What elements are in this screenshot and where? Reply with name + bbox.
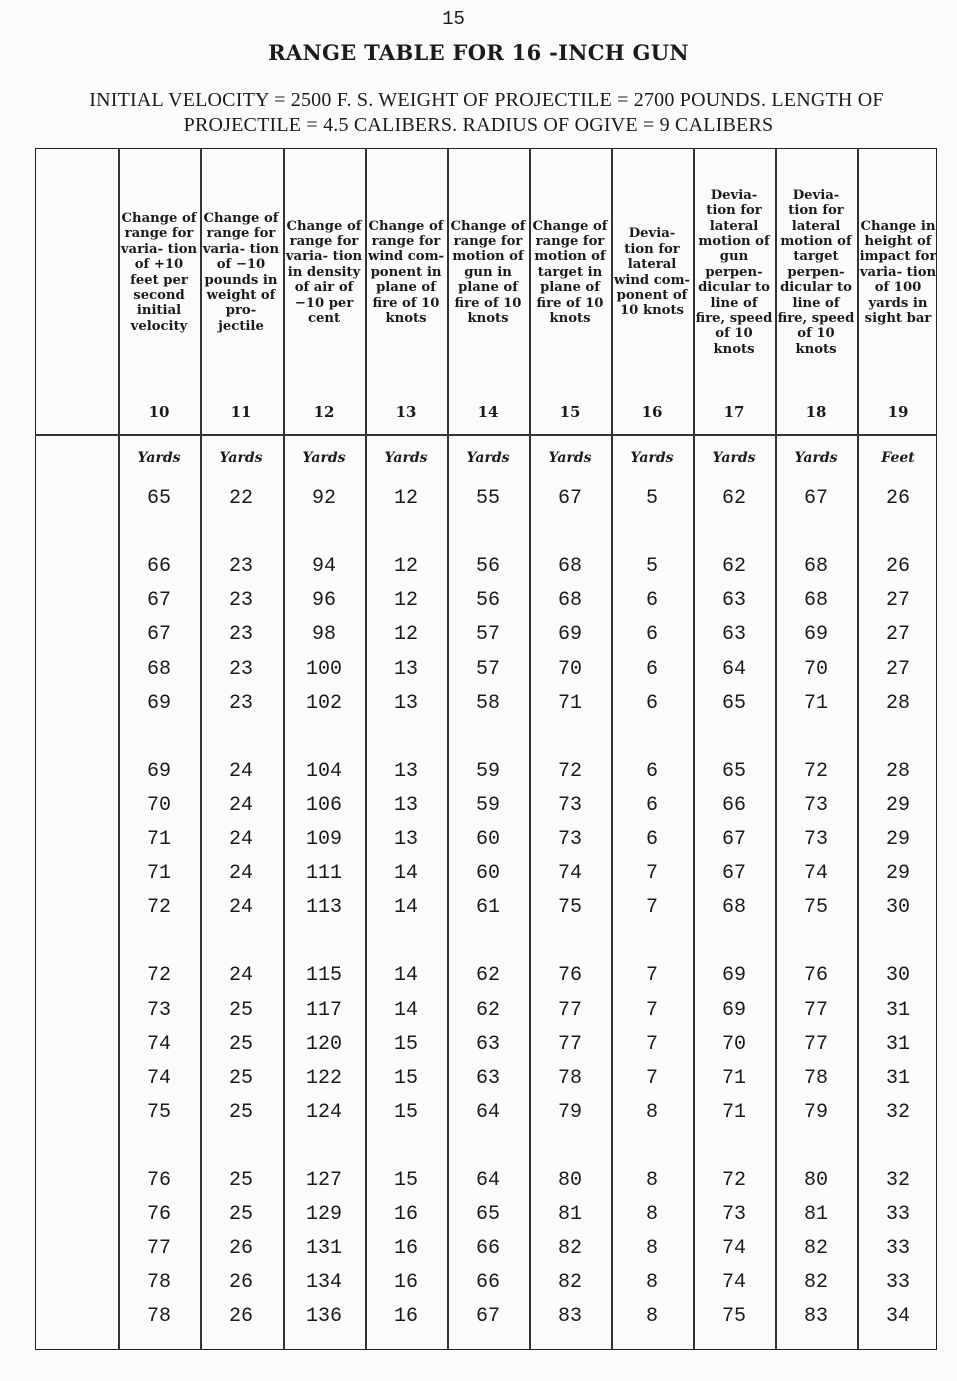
table-cell: 5 [645,555,658,579]
table-cell: 120 [305,1032,342,1056]
column-header [447,150,529,395]
table-cell: 22 [228,487,253,510]
table-cell: 67 [557,487,582,510]
table-cell: 25 [228,1169,253,1192]
table-cell: 63 [721,589,746,613]
table-cell: 74 [721,1271,746,1295]
column-unit: Yards [548,450,592,466]
table-cell: 33 [885,1237,910,1261]
table-cell: 77 [146,1237,171,1261]
table-cell: 65 [475,1203,500,1227]
table-cell: 24 [228,793,253,817]
table-cell: 62 [721,487,746,510]
table-cell: 25 [228,1100,253,1124]
table-cell: 15 [393,1169,418,1192]
table-cell: 74 [721,1237,746,1261]
table-cell: 71 [721,1066,746,1090]
table-cell: 8 [645,1305,658,1329]
table-cell: 100 [305,657,342,681]
table-cell: 67 [803,487,828,510]
table-cell: 6 [645,793,658,817]
table-cell: 13 [393,691,418,715]
column-header-text: Change in height of impact for varia- tion of 100 yards in sight bar [859,218,937,327]
table-cell: 34 [885,1305,910,1329]
table-cell: 66 [146,555,171,579]
table-cell: 32 [885,1100,910,1124]
table-cell: 12 [393,589,418,613]
column-number: 15 [559,403,581,421]
table-cell: 71 [721,1100,746,1124]
column-number: 14 [477,403,499,421]
table-cell: 72 [721,1169,746,1192]
table-cell: 80 [803,1169,828,1192]
table-cell: 30 [885,896,910,920]
table-cell: 78 [146,1305,171,1329]
table-cell: 80 [557,1169,582,1192]
table-cell: 7 [645,964,658,988]
table-cell: 115 [305,964,342,988]
table-cell: 70 [721,1032,746,1056]
column-header-text: Change of range for motion of target in plane of fire of 10 knots [532,218,608,327]
table-cell: 62 [475,964,500,988]
column-unit: Yards [137,450,181,466]
table-cell: 32 [885,1169,910,1192]
table-cell: 79 [557,1100,582,1124]
column-unit: Yards [219,450,263,466]
table-cell: 65 [721,691,746,715]
table-cell: 68 [803,555,828,579]
table-cell: 66 [721,793,746,817]
table-cell: 65 [721,759,746,783]
table-cell: 73 [557,828,582,851]
table-cell: 69 [721,998,746,1022]
table-cell: 7 [645,896,658,920]
table-cell: 15 [393,1032,418,1056]
table-cell: 102 [305,691,342,715]
table-cell: 67 [475,1305,500,1329]
table-cell: 57 [475,623,500,647]
table-cell: 31 [885,1066,910,1090]
table-cell: 28 [885,691,910,715]
table-cell: 72 [146,896,171,920]
table-cell: 96 [311,589,336,613]
column-number: 17 [723,403,745,421]
table-cell: 7 [645,1032,658,1056]
table-cell: 23 [228,589,253,613]
table-cell: 76 [146,1169,171,1192]
table-cell: 13 [393,828,418,851]
table-cell: 56 [475,555,500,579]
table-cell: 104 [305,759,342,783]
table-cell: 8 [645,1100,658,1124]
table-cell: 71 [557,691,582,715]
table-cell: 111 [305,862,342,886]
table-cell: 127 [305,1169,342,1192]
table-cell: 67 [721,862,746,886]
column-header [857,150,939,395]
table-cell: 13 [393,759,418,783]
column-header [529,150,611,395]
table-cell: 27 [885,623,910,647]
table-cell: 68 [557,555,582,579]
header-divider [35,434,937,436]
table-cell: 60 [475,862,500,886]
table-cell: 117 [305,998,342,1022]
column-number: 18 [805,403,827,421]
table-cell: 75 [721,1305,746,1329]
table-cell: 70 [557,657,582,681]
table-cell: 62 [475,998,500,1022]
table-cell: 5 [645,487,658,510]
table-cell: 124 [305,1100,342,1124]
table-cell: 70 [146,793,171,817]
table-cell: 69 [146,759,171,783]
table-cell: 64 [475,1169,500,1192]
table-cell: 67 [146,589,171,613]
column-unit: Yards [712,450,756,466]
column-number: 10 [148,403,170,421]
table-cell: 23 [228,691,253,715]
table-cell: 71 [146,828,171,851]
table-cell: 68 [803,589,828,613]
table-cell: 25 [228,1203,253,1227]
table-cell: 56 [475,589,500,613]
table-cell: 25 [228,998,253,1022]
table-cell: 28 [885,759,910,783]
column-unit: Yards [384,450,428,466]
column-number: 12 [313,403,335,421]
table-cell: 23 [228,657,253,681]
column-unit: Yards [466,450,510,466]
table-cell: 75 [557,896,582,920]
table-cell: 60 [475,828,500,851]
table-cell: 72 [803,759,828,783]
column-header [365,150,447,395]
table-cell: 98 [311,623,336,647]
table-cell: 77 [803,1032,828,1056]
table-cell: 6 [645,691,658,715]
table-cell: 69 [557,623,582,647]
column-number: 19 [887,403,909,421]
column-header-text: Devia- tion for lateral motion of gun perpen- dicular to line of fire, speed of 10 knots [695,187,773,357]
table-cell: 106 [305,793,342,817]
table-cell: 69 [146,691,171,715]
table-cell: 14 [393,998,418,1022]
table-cell: 64 [721,657,746,681]
table-cell: 26 [885,487,910,510]
table-cell: 13 [393,657,418,681]
table-cell: 63 [475,1066,500,1090]
table-cell: 75 [146,1100,171,1124]
column-header-text: Change of range for varia- tion in density of air of −10 per cent [285,218,363,327]
table-cell: 67 [146,623,171,647]
table-cell: 67 [721,828,746,851]
table-cell: 82 [803,1271,828,1295]
table-cell: 57 [475,657,500,681]
table-cell: 7 [645,998,658,1022]
table-cell: 92 [311,487,336,510]
table-cell: 78 [803,1066,828,1090]
table-cell: 77 [557,998,582,1022]
table-cell: 31 [885,1032,910,1056]
table-cell: 81 [803,1203,828,1227]
table-cell: 81 [557,1203,582,1227]
column-unit: Yards [794,450,838,466]
column-header [611,150,693,395]
table-cell: 109 [305,828,342,851]
subtitle-line-1: INITIAL VELOCITY = 2500 F. S. WEIGHT OF PROJECTILE = 2700 POUNDS. LENGTH OF [89,89,884,111]
table-cell: 8 [645,1237,658,1261]
table-cell: 24 [228,964,253,988]
table-cell: 62 [721,555,746,579]
table-cell: 6 [645,589,658,613]
column-header-text: Change of range for wind com- ponent in plane of fire of 10 knots [367,218,444,327]
table-cell: 24 [228,862,253,886]
table-cell: 69 [721,964,746,988]
table-cell: 82 [557,1237,582,1261]
column-header-text: Change of range for varia- tion of +10 feet per second initial velocity [120,210,198,334]
column-header [118,150,200,395]
table-cell: 12 [393,487,418,510]
subtitle-line-2: PROJECTILE = 4.5 CALIBERS. RADIUS OF OGIVE = 9 CALIBERS [183,114,774,136]
table-cell: 31 [885,998,910,1022]
page-title: RANGE TABLE FOR 16 -INCH GUN [268,40,689,65]
table-cell: 33 [885,1203,910,1227]
table-cell: 24 [228,759,253,783]
table-cell: 25 [228,1032,253,1056]
table-cell: 65 [146,487,171,510]
table-cell: 77 [803,998,828,1022]
table-cell: 14 [393,862,418,886]
table-cell: 33 [885,1271,910,1295]
table-cell: 15 [393,1100,418,1124]
table-cell: 14 [393,964,418,988]
table-cell: 122 [305,1066,342,1090]
table-cell: 78 [557,1066,582,1090]
table-cell: 26 [885,555,910,579]
table-cell: 73 [803,828,828,851]
table-cell: 6 [645,657,658,681]
table-cell: 29 [885,828,910,851]
table-cell: 26 [228,1271,253,1295]
table-cell: 15 [393,1066,418,1090]
table-cell: 136 [305,1305,342,1329]
table-cell: 73 [557,793,582,817]
table-cell: 82 [803,1237,828,1261]
table-cell: 27 [885,589,910,613]
table-cell: 6 [645,828,658,851]
table-cell: 12 [393,623,418,647]
table-cell: 129 [305,1203,342,1227]
table-cell: 94 [311,555,336,579]
table-cell: 14 [393,896,418,920]
column-header-text: Change of range for varia- tion of −10 pounds in weight of pro- jectile [202,210,280,334]
column-number: 11 [230,403,252,421]
table-cell: 16 [393,1305,418,1329]
table-cell: 74 [146,1066,171,1090]
table-cell: 83 [557,1305,582,1329]
table-cell: 7 [645,1066,658,1090]
table-cell: 25 [228,1066,253,1090]
table-cell: 79 [803,1100,828,1124]
table-cell: 8 [645,1271,658,1295]
table-cell: 76 [146,1203,171,1227]
table-cell: 16 [393,1203,418,1227]
table-cell: 64 [475,1100,500,1124]
page-number: 15 [442,8,465,30]
table-cell: 55 [475,487,500,510]
table-cell: 74 [803,862,828,886]
table-cell: 63 [475,1032,500,1056]
column-number: 13 [395,403,417,421]
table-cell: 134 [305,1271,342,1295]
table-cell: 73 [146,998,171,1022]
table-cell: 12 [393,555,418,579]
table-cell: 26 [228,1237,253,1261]
table-cell: 72 [557,759,582,783]
table-cell: 71 [803,691,828,715]
table-cell: 8 [645,1203,658,1227]
table-cell: 29 [885,793,910,817]
table-cell: 59 [475,793,500,817]
table-cell: 70 [803,657,828,681]
column-unit: Feet [881,450,915,466]
table-cell: 63 [721,623,746,647]
table-cell: 77 [557,1032,582,1056]
table-cell: 61 [475,896,500,920]
column-header-text: Change of range for motion of gun in plane of fire of 10 knots [450,218,526,327]
table-cell: 8 [645,1169,658,1192]
column-unit: Yards [630,450,674,466]
table-cell: 58 [475,691,500,715]
table-cell: 68 [146,657,171,681]
table-cell: 16 [393,1271,418,1295]
table-cell: 7 [645,862,658,886]
table-cell: 74 [557,862,582,886]
column-unit: Yards [302,450,346,466]
table-cell: 76 [803,964,828,988]
column-header-text: Devia- tion for lateral motion of target perpen- dicular to line of fire, speed of 10 knots [777,187,855,357]
table-cell: 73 [803,793,828,817]
table-cell: 76 [557,964,582,988]
table-cell: 68 [721,896,746,920]
table-cell: 73 [721,1203,746,1227]
table-cell: 27 [885,657,910,681]
table-cell: 24 [228,896,253,920]
table-cell: 23 [228,555,253,579]
table-cell: 66 [475,1271,500,1295]
table-cell: 75 [803,896,828,920]
table-cell: 66 [475,1237,500,1261]
table-cell: 59 [475,759,500,783]
table-cell: 16 [393,1237,418,1261]
table-cell: 72 [146,964,171,988]
table-cell: 13 [393,793,418,817]
table-cell: 23 [228,623,253,647]
table-cell: 6 [645,759,658,783]
table-cell: 113 [305,896,342,920]
table-cell: 29 [885,862,910,886]
column-header [283,150,365,395]
table-cell: 68 [557,589,582,613]
column-header [200,150,282,395]
table-cell: 83 [803,1305,828,1329]
table-cell: 78 [146,1271,171,1295]
table-cell: 6 [645,623,658,647]
column-header-text: Devia- tion for lateral wind com- ponent of 10 knots [613,226,690,319]
table-cell: 24 [228,828,253,851]
table-cell: 69 [803,623,828,647]
table-cell: 26 [228,1305,253,1329]
column-number: 16 [641,403,663,421]
table-cell: 82 [557,1271,582,1295]
table-cell: 131 [305,1237,342,1261]
table-cell: 74 [146,1032,171,1056]
column-header [693,150,775,395]
table-cell: 71 [146,862,171,886]
table-cell: 30 [885,964,910,988]
column-header [775,150,857,395]
